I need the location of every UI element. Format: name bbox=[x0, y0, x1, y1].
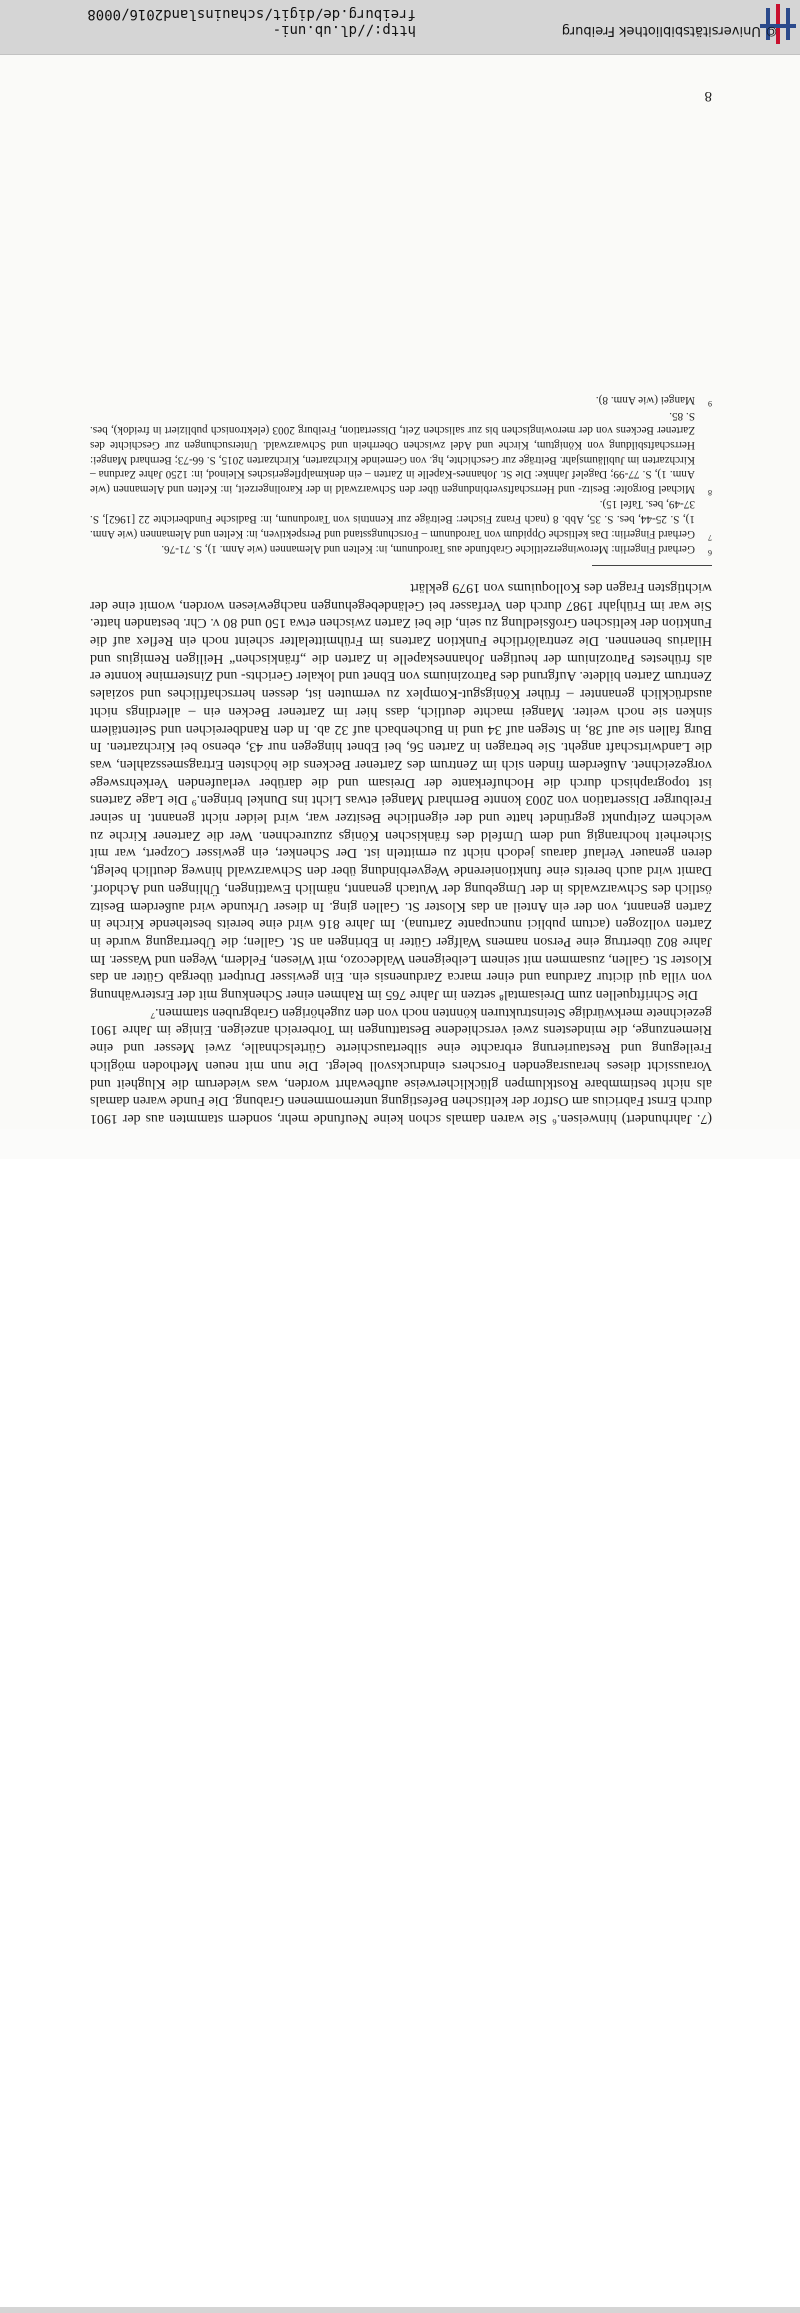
page-content bbox=[90, 392, 712, 1127]
footer-bar bbox=[0, 0, 800, 55]
footnote-number: 7 bbox=[708, 532, 712, 542]
paragraph-1: (7. Jahrhundert) hinweisen.⁶ Sie waren damals schon keine Neufunde mehr, sondern stammten aus der 1901 durch Ernst Fabricius am Ostfor der keltischen Befestigung unternommenen Grabung. Die Funde waren damals als nicht bestimmbare Rostklumpen glücklicherweise aufbewahrt worden, was wiederum die Klugheit und Voraussicht dieses herausragenden Forschers eindrucksvoll belegt. Die nun mit neuen Methoden möglich Freilegung und Restaurierung erbrachte eine silbertauschierte Gürtelschnalle, zwei Messer und eine Riemenzunge, die mindestens zwei verschiedene Bestattungen im Torbereich anzeigen. Einige im Jahre 1901 gezeichnete merkwürdige Steinstrukturen könnten noch von den zugehörigen Grabgruben stammen.⁷ bbox=[90, 1004, 712, 1126]
footnote-9 bbox=[90, 393, 712, 408]
footnote-text: Michael Borgolte: Besitz- und Herrschaftsverbindungen über den Schwarzwald in der Karolingerzeit, in: Kelten und Alemannen (wie Anm. 1), S. 77-99; Dagelef Jahnke: Die St. Johannes-Kapelle in Zarten – ein denkmalpflegerisches Kleinod, in: 1250 Jahre Zarduna – Kirchzarten im Jubiläumsjahr. Beiträge zur Geschichte, hg. von Gemeinde Kirchzarten, Kirchzarten 2015, S. 66-73; Bernhard Mangei: Herrschaftsbildung von Königtum, Kirche und Adel zwischen Oberrhein und Schwarzwald. Untersuchungen zur Geschichte des Zartener Beckens von der merowingischen bis zur salischen Zeit, Dissertation, Freiburg 2003 (elektronisch publiziert in freidok), bes. S. 85. bbox=[90, 409, 695, 495]
footnote-6 bbox=[90, 542, 712, 557]
footnote-7 bbox=[90, 497, 712, 541]
footnotes bbox=[90, 393, 712, 557]
copyright-notice: © Universitätsbibliothek Freiburg bbox=[561, 23, 778, 38]
body-text bbox=[90, 578, 712, 1127]
footnote-8 bbox=[90, 408, 712, 496]
page-number: 8 bbox=[704, 88, 712, 104]
footnote-number: 8 bbox=[708, 487, 712, 497]
footnote-number: 9 bbox=[708, 399, 712, 409]
page-bottom-strip bbox=[0, 2307, 800, 2313]
footnote-text: Gerhard Fingerlin: Merowingerzeitliche Grabfunde aus Tarodunum, in: Kelten und Alemannen (wie Anm. 1), S. 71-76. bbox=[161, 543, 695, 556]
document-url-link[interactable]: http://dl.ub.uni-freiburg.de/digit/schauinsland2016/0008 bbox=[87, 6, 416, 38]
footnote-text: Mangei (wie Anm. 8). bbox=[595, 394, 695, 407]
footnote-number: 6 bbox=[708, 548, 712, 558]
paragraph-2: Die Schriftquellen zum Dreisamtal⁸ setzen im Jahre 765 im Rahmen einer Schenkung mit der Ersterwähnung von villa qui dicitur Zarduna und einer marca Zardunensis ein. Ein gewisser Drutpert übergab Güter an das Kloster St. Gallen, zusammen mit seinem Leibeigenen Waldecozo, mit Wiesen, Feldern, Wegen und Wasser. Im Jahre 802 übertrug eine Person namens Walfger Güter in Ebringen an St. Gallen; die Übertragung wurde in Zarten vollzogen (actum publici nuncupante Zartuna). Im Jahre 816 wird eine bereits bestehende Kirche in Zarten genannt, von der ein Anteil an das Kloster St. Gallen ging. In dieser Urkunde wird außerdem Besitz östlich des Schwarzwalds in der Umgebung der Wutach genannt, nämlich Ewattingen, Ühlingen und Achdorf. Damit wird auch bereits eine funktionierende Wegverbindung über den Schwarzwald hinweg deutlich belegt, deren genauer Verlauf daraus jedoch nicht zu ermitteln ist. Der Schenker, ein gewisser Cozpert, war mit Sicherheit hochrangig und dem Umfeld des fränkischen Königs zuzurechnen. Wer die Zartener Kirche zu welchem Zeitpunkt gegründet hatte und der eigentliche Besitzer war, wird leider nicht genannt. In seiner Freiburger Dissertation von 2003 konnte Bernhard Mangei etwas Licht ins Dunkel bringen.⁹ Die Lage Zartens ist topographisch durch die Hochuferkante der Dreisam und die darüber verlaufenden Verkehrswege vorgezeichnet. Außerdem finden sich im Zentrum des Zartener Beckens die höchsten Ertragsmesszahlen, was die Landwirtschaft angeht. Sie betragen in Zarten 56, bei Ebnet hingegen nur 43, ebenso bei Kirchzarten. In Burg fallen sie auf 38, in Stegen auf 34 und in Buchenbach auf 32 ab. In den Randbereichen und Seitentälern sinken sie noch weiter. Mangei machte deutlich, dass hier im Zartener Becken ein – allerdings nicht ausdrücklich genannter – früher Königsgut-Komplex zu vermuten ist, dessen herrschaftliches und soziales Zentrum Zarten bildete. Aufgrund des Patroziniums von Ebnet und lokaler Gerichts- und Zinstermine konnte er als frühestes Patrozinium der heutigen Johanneskapelle in Zarten die „fränkischen“ Heiligen Remigius und Hilarius benennen. Die zentralörtliche Funktion Zartens im Frühmittelalter scheint noch ein Reflex auf die Funktion der keltischen Großsiedlung zu sein, die bei Zarten zwischen etwa 150 und 80 v. Chr. bestanden hatte. Sie war im Frühjahr 1987 durch den Verfasser bei Geländebegehungen nachgewiesen worden, womit eine der wichtigsten Fragen des Kolloquiums von 1979 geklärt bbox=[90, 579, 712, 1003]
page-top-margin bbox=[0, 1129, 800, 1159]
footnote-text: Gerhard Fingerlin: Das keltische Oppidum von Tarodunum – Forschungsstand und Perspektiven, in: Kelten und Alemannen (wie Anm. 1), S. 25-44, bes. S. 35, Abb. 8 (nach Franz Fischer: Beiträge zur Kenntnis von Tarodunum, in: Badische Fundberichte 22 [1962], S. 37-49, bes. Tafel 15). bbox=[90, 498, 695, 540]
footnote-separator bbox=[592, 565, 712, 566]
